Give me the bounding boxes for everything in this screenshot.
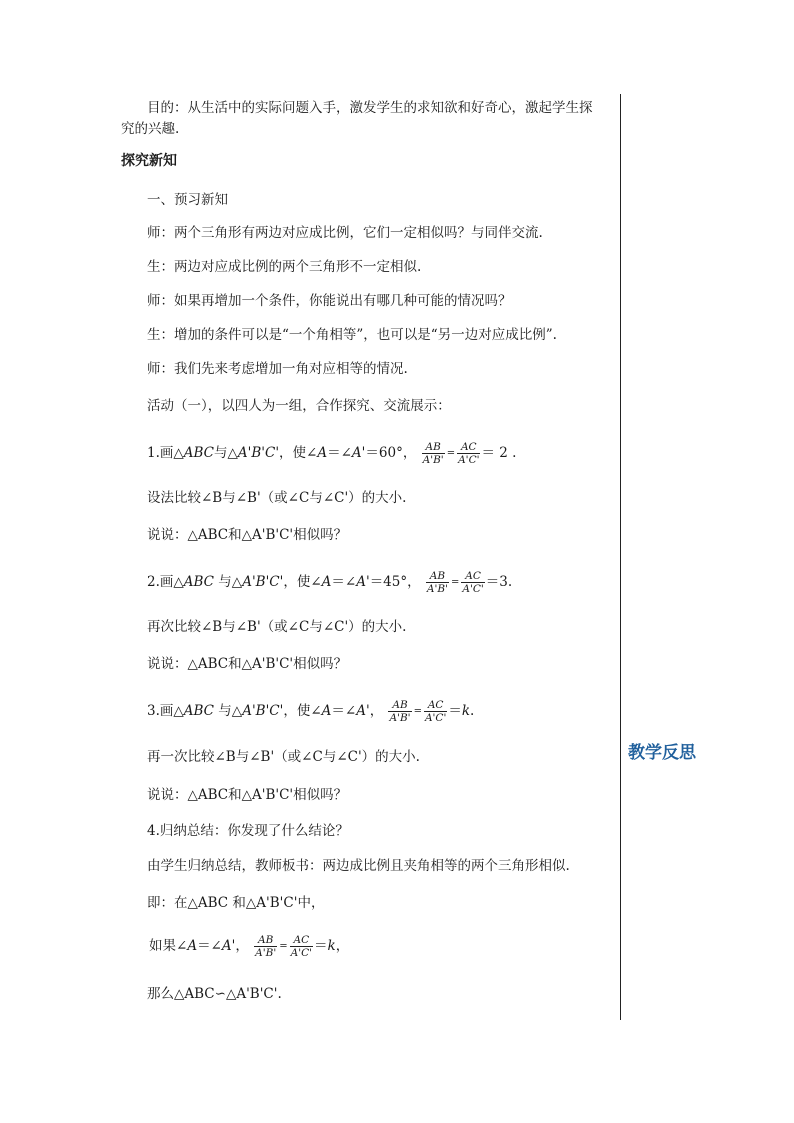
compare-line-3: 再一次比较∠B与∠B'（或∠C与∠C'）的大小. [147, 749, 420, 765]
ask-line-3: 说说：△ABC和△A'B'C'相似吗？ [147, 787, 348, 803]
aim-line-2: 究的兴趣. [121, 121, 180, 137]
section-heading: 探究新知 [121, 153, 177, 169]
fraction-ac: $\frac{AC}{A'C'}$ [462, 570, 484, 595]
theorem-conclusion: 那么△ABC∽△A'B'C'. [147, 986, 282, 1002]
step-3: 3.画△ABC 与△A'B'C'，使∠A＝∠A'， $\frac{AB}{A'B'}$ = $\frac{AC}{A'C'}$ ＝k. [147, 699, 475, 724]
theorem-intro: 即：在△ABC 和△A'B'C'中， [147, 895, 325, 911]
fraction-ab: $\frac{AB}{A'B'}$ [422, 441, 444, 466]
step-1: 1.画△ABC与△A'B'C'，使∠A＝∠A'＝60°， $\frac{AB}{A'B'}$ = $\frac{AC}{A'C'}$ ＝ 2 . [147, 441, 517, 466]
dialog-line-2: 生：两边对应成比例的两个三角形不一定相似. [147, 259, 422, 275]
ask-line-1: 说说：△ABC和△A'B'C'相似吗？ [147, 527, 348, 543]
fraction-ac: $\frac{AC}{A'C'}$ [290, 934, 312, 959]
fraction-ac: $\frac{AC}{A'C'}$ [458, 441, 480, 466]
compare-line-2: 再次比较∠B与∠B'（或∠C与∠C'）的大小. [147, 619, 407, 635]
fraction-ab: $\frac{AB}{A'B'}$ [426, 570, 448, 595]
summary-text: 由学生归纳总结，教师板书：两边成比例且夹角相等的两个三角形相似. [147, 858, 570, 874]
ask-line-2: 说说：△ABC和△A'B'C'相似吗？ [147, 656, 348, 672]
fraction-ab: $\frac{AB}{A'B'}$ [389, 699, 411, 724]
preview-subheading: 一、预习新知 [147, 192, 228, 208]
activity-intro: 活动（一），以四人为一组，合作探究、交流展示： [147, 398, 451, 414]
theorem-condition: 如果∠A＝∠A'， $\frac{AB}{A'B'}$ = $\frac{AC}{A'C'}$ ＝k， [149, 934, 350, 959]
dialog-line-5: 师：我们先来考虑增加一角对应相等的情况. [147, 361, 408, 377]
dialog-line-3: 师：如果再增加一个条件，你能说出有哪几种可能的情况吗？ [147, 293, 512, 309]
step-2: 2.画△ABC 与△A'B'C'，使∠A＝∠A'＝45°， $\frac{AB}{A'B'}$ = $\frac{AC}{A'C'}$ ＝3. [147, 570, 513, 595]
dialog-line-4: 生：增加的条件可以是“一个角相等”，也可以是“另一边对应成比例”. [147, 327, 557, 343]
fraction-ac: $\frac{AC}{A'C'}$ [424, 699, 447, 724]
dialog-line-1: 师：两个三角形有两边对应成比例，它们一定相似吗？与同伴交流. [147, 225, 543, 241]
teaching-reflection-title: 教学反思 [628, 743, 696, 763]
fraction-ab: $\frac{AB}{A'B'}$ [255, 934, 277, 959]
column-divider [620, 94, 621, 1020]
aim-line-1: 目的：从生活中的实际问题入手，激发学生的求知欲和好奇心，激起学生探 [147, 100, 593, 116]
summary-question: 4.归纳总结：你发现了什么结论？ [147, 823, 349, 839]
compare-line-1: 设法比较∠B与∠B'（或∠C与∠C'）的大小. [147, 490, 407, 506]
